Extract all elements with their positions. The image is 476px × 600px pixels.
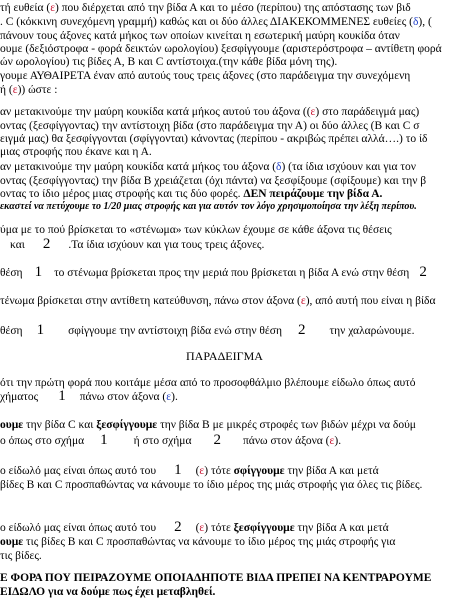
text-line: ύμα με το πού βρίσκεται το «στένωμα» των κύκλων έχουμε σε κάθε άξονα τις θέσεις xyxy=(0,224,392,236)
text-line: ή (ε)) ώστε : xyxy=(0,84,58,96)
text-line: ειγμά μας) θα ξεσφίγγονται (σφίγγονται) κάνοντας (περίπου - ακριβώς πρέπει αλλά….) το ίδ xyxy=(0,133,428,145)
text-line: θέση 1 σφίγγουμε την αντίστοιχη βίδα ενώ στην θέση 2 την χαλαρώνουμε. xyxy=(0,322,415,338)
text-line: μιας στροφής που έκανε και η Α. xyxy=(0,146,152,158)
text-line: τή ευθεία (ε) που διέρχεται από την βίδα Α και το μέσο (περίπου) της απόστασης των βιδ xyxy=(0,2,411,14)
text-line: ο όπως στο σχήμα 1 ή στο σχήμα 2 πάνω στον άξονα (ε). xyxy=(0,432,342,448)
text-line: ότι την πρώτη φορά που κοιτάμε μέσα από το προσοφθάλμιο βλέπουμε είδωλο όπως αυτό xyxy=(0,377,416,389)
text-line: γουμε ΑΥΘΑΙΡΕΤΑ έναν από αυτούς τους τρεις άξονες (στο παράδειγμα την συνεχόμενη xyxy=(0,70,411,82)
text-line: τένωμα βρίσκεται στην αντίθετη κατεύθυνση, πάνω στον άξονα (ε), από αυτή που είναι η βίδα xyxy=(0,295,436,307)
section-heading: ΠΑΡΑΔΕΙΓΜΑ xyxy=(186,349,263,363)
text-line: ο είδωλό μας είναι όπως αυτό του 2 (ε) τότε ξεσφίγγουμε την βίδα Α και μετά xyxy=(0,519,389,535)
text-line: βίδες Β και C προσπαθώντας να κάνουμε το ίδιο μέρος της μιάς στροφής για όλες τις βίδες. xyxy=(0,479,423,491)
text-line: πάνουν τους άξονες κατά μήκος των οποίων κινείται η εσωτερική μαύρη κουκίδα όταν xyxy=(0,30,400,42)
text-line: τις βίδες. xyxy=(0,550,42,562)
text-line: χήματος 1 πάνω στον άξονα (ε). xyxy=(0,388,178,404)
text-line: οντας το ίδιο μέρος μιας στροφής και τις δύο φορές. ΔΕΝ πειράζουμε την βίδα Α. xyxy=(0,188,383,200)
text-line: ών ωρολογίου) τις βίδες Α, Β και C αντίστοιχα.(την κάθε βίδα μόνη της). xyxy=(0,56,338,68)
text-line: ουμε τις βίδες Β και C προσπαθώντας να κάνουμε το ίδιο μέρος της μιάς στροφής για xyxy=(0,536,396,548)
text-line: ουμε (δεξιόστροφα - φορά δεικτών ωρολογίου) ξεσφίγγουμε (αριστερόστροφα – αντίθετη φορά xyxy=(0,43,442,55)
text-line: και 2 .Τα ίδια ισχύουν και για τους τρεις άξονες. xyxy=(10,236,265,252)
text-line: . C (κόκκινη συνεχόμενη γραμμή) καθώς και οι δύο άλλες ΔΙΑΚΕΚΟΜΜΕΝΕΣ ευθείες (δ), ( xyxy=(0,16,432,28)
note-line: εκαστεί να πετύχουμε το 1/20 μιας στροφής και για αυτόν τον λόγο χρησιμοποίησα την λέξη περίπου. xyxy=(0,201,417,212)
axis-d-label: δ xyxy=(412,16,419,28)
text-line: ο είδωλό μας είναι όπως αυτό του 1 (ε) τότε σφίγγουμε την βίδα Α και μετά xyxy=(0,462,379,478)
text-line: ουμε την βίδα C και ξεσφίγγουμε την βίδα Β με μικρές στροφές των βιδών μέχρι να δούμ xyxy=(0,419,416,431)
text-line: οντας (ξεσφίγγοντας) την αντίστοιχη βίδα (στο παράδειγμα την Α) οι δύο άλλες (Β και C σ xyxy=(0,120,420,132)
text-line: θέση 1 το στένωμα βρίσκεται προς την μεριά που βρίσκεται η βίδα Α ενώ στην θέση 2 xyxy=(0,264,427,280)
axis-e-label: ε xyxy=(50,2,56,14)
text-line: οντας (ξεσφίγγοντας) την βίδα Β χρειάζεται (όχι πάντα) να ξεσφίξουμε (σφίξουμε) και την β xyxy=(0,175,427,187)
text-line: αν μετακινούμε την μαύρη κουκίδα κατά μήκος αυτού του άξονα ((ε) στο παράδειγμά μας) xyxy=(0,106,420,118)
warning-line: ΕΙΔΩΛΟ για να δούμε πως έχει μεταβληθεί. xyxy=(0,586,216,598)
warning-line: Ε ΦΟΡΑ ΠΟΥ ΠΕΙΡΑΖΟΥΜΕ ΟΠΟΙΑΔΗΠΟΤΕ ΒΙΔΑ ΠΡΕΠΕΙ ΝΑ ΚΕΝΤΡΑΡΟΥΜΕ xyxy=(0,572,432,584)
text-line: αν μετακινούμε την μαύρη κουκίδα κατά μήκος του άξονα (δ) (τα ίδια ισχύουν και για τον xyxy=(0,161,416,173)
